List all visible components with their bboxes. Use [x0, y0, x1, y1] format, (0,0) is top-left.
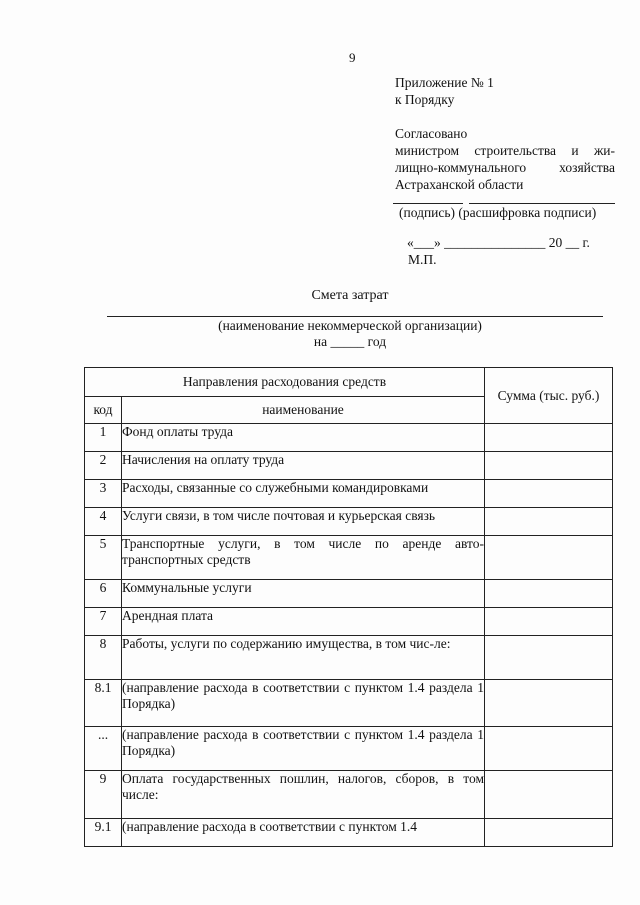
table-row — [85, 608, 613, 636]
header-code: код — [85, 397, 122, 424]
row-code: 2 — [85, 452, 122, 480]
signature-labels: (подпись) (расшифровка подписи) — [399, 205, 597, 220]
row-sum-cell — [485, 536, 613, 580]
approval-heading: Согласовано — [395, 126, 468, 141]
appendix-block — [395, 74, 494, 108]
signature-line — [393, 203, 463, 204]
organization-name-line — [107, 316, 603, 317]
header-directions: Направления расходования средств — [85, 368, 485, 397]
row-code: 1 — [85, 424, 122, 452]
table-row — [85, 536, 613, 580]
organization-caption: (наименование некоммерческой организации) — [218, 318, 482, 333]
header-sum: Сумма (тыс. руб.) — [485, 368, 613, 424]
row-name: Работы, услуги по содержанию имущества, в том чис-ле: — [122, 636, 485, 680]
row-sum-cell — [485, 508, 613, 536]
row-name: (направление расхода в соответствии с пунктом 1.4 раздела 1 Порядка) — [122, 680, 485, 727]
row-code: 8 — [85, 636, 122, 680]
table-row — [85, 636, 613, 680]
stamp-place: М.П. — [408, 252, 437, 267]
row-name: Оплата государственных пошлин, налогов, сборов, в том числе: — [122, 771, 485, 819]
row-name: Услуги связи, в том числе почтовая и курьерская связь — [122, 508, 485, 536]
header-name: наименование — [122, 397, 485, 424]
table-row — [85, 580, 613, 608]
table-row — [85, 819, 613, 847]
row-sum-cell — [485, 424, 613, 452]
row-sum-cell — [485, 771, 613, 819]
approval-line-3: Астраханской области — [395, 177, 524, 192]
approval-line-2: лищно-коммунального хозяйства — [395, 160, 615, 175]
table-row — [85, 452, 613, 480]
row-name: Фонд оплаты труда — [122, 424, 485, 452]
row-code: 9.1 — [85, 819, 122, 847]
table-row — [85, 424, 613, 452]
row-name: Арендная плата — [122, 608, 485, 636]
table-row — [85, 727, 613, 771]
row-code: 9 — [85, 771, 122, 819]
signature-transcript-line — [469, 203, 615, 204]
row-sum-cell — [485, 636, 613, 680]
row-name: Расходы, связанные со служебными командировками — [122, 480, 485, 508]
row-name: (направление расхода в соответствии с пунктом 1.4 раздела 1 Порядка) — [122, 727, 485, 771]
row-sum-cell — [485, 819, 613, 847]
row-code: 5 — [85, 536, 122, 580]
approval-date-line: «___» _______________ 20 __ г. — [407, 235, 590, 250]
document-title: Смета затрат — [311, 288, 389, 303]
estimate-table — [84, 367, 613, 847]
table-row — [85, 680, 613, 727]
row-sum-cell — [485, 608, 613, 636]
table-row — [85, 508, 613, 536]
row-name: Транспортные услуги, в том числе по аренде авто-транспортных средств — [122, 536, 485, 580]
row-code: 8.1 — [85, 680, 122, 727]
row-sum-cell — [485, 680, 613, 727]
row-code: 4 — [85, 508, 122, 536]
row-name: Коммунальные услуги — [122, 580, 485, 608]
appendix-reference: к Порядку — [395, 92, 455, 107]
row-name: Начисления на оплату труда — [122, 452, 485, 480]
row-code: 7 — [85, 608, 122, 636]
row-sum-cell — [485, 480, 613, 508]
row-code: 3 — [85, 480, 122, 508]
appendix-title: Приложение № 1 — [395, 75, 494, 90]
row-sum-cell — [485, 727, 613, 771]
row-code: 6 — [85, 580, 122, 608]
year-line: на _____ год — [313, 334, 387, 349]
page-number: 9 — [349, 50, 356, 65]
approval-line-1: министром строительства и жи- — [395, 143, 615, 158]
row-sum-cell — [485, 580, 613, 608]
approval-block — [395, 125, 615, 193]
table-row — [85, 771, 613, 819]
row-name: (направление расхода в соответствии с пунктом 1.4 — [122, 819, 485, 847]
row-sum-cell — [485, 452, 613, 480]
row-code: ... — [85, 727, 122, 771]
table-row — [85, 480, 613, 508]
